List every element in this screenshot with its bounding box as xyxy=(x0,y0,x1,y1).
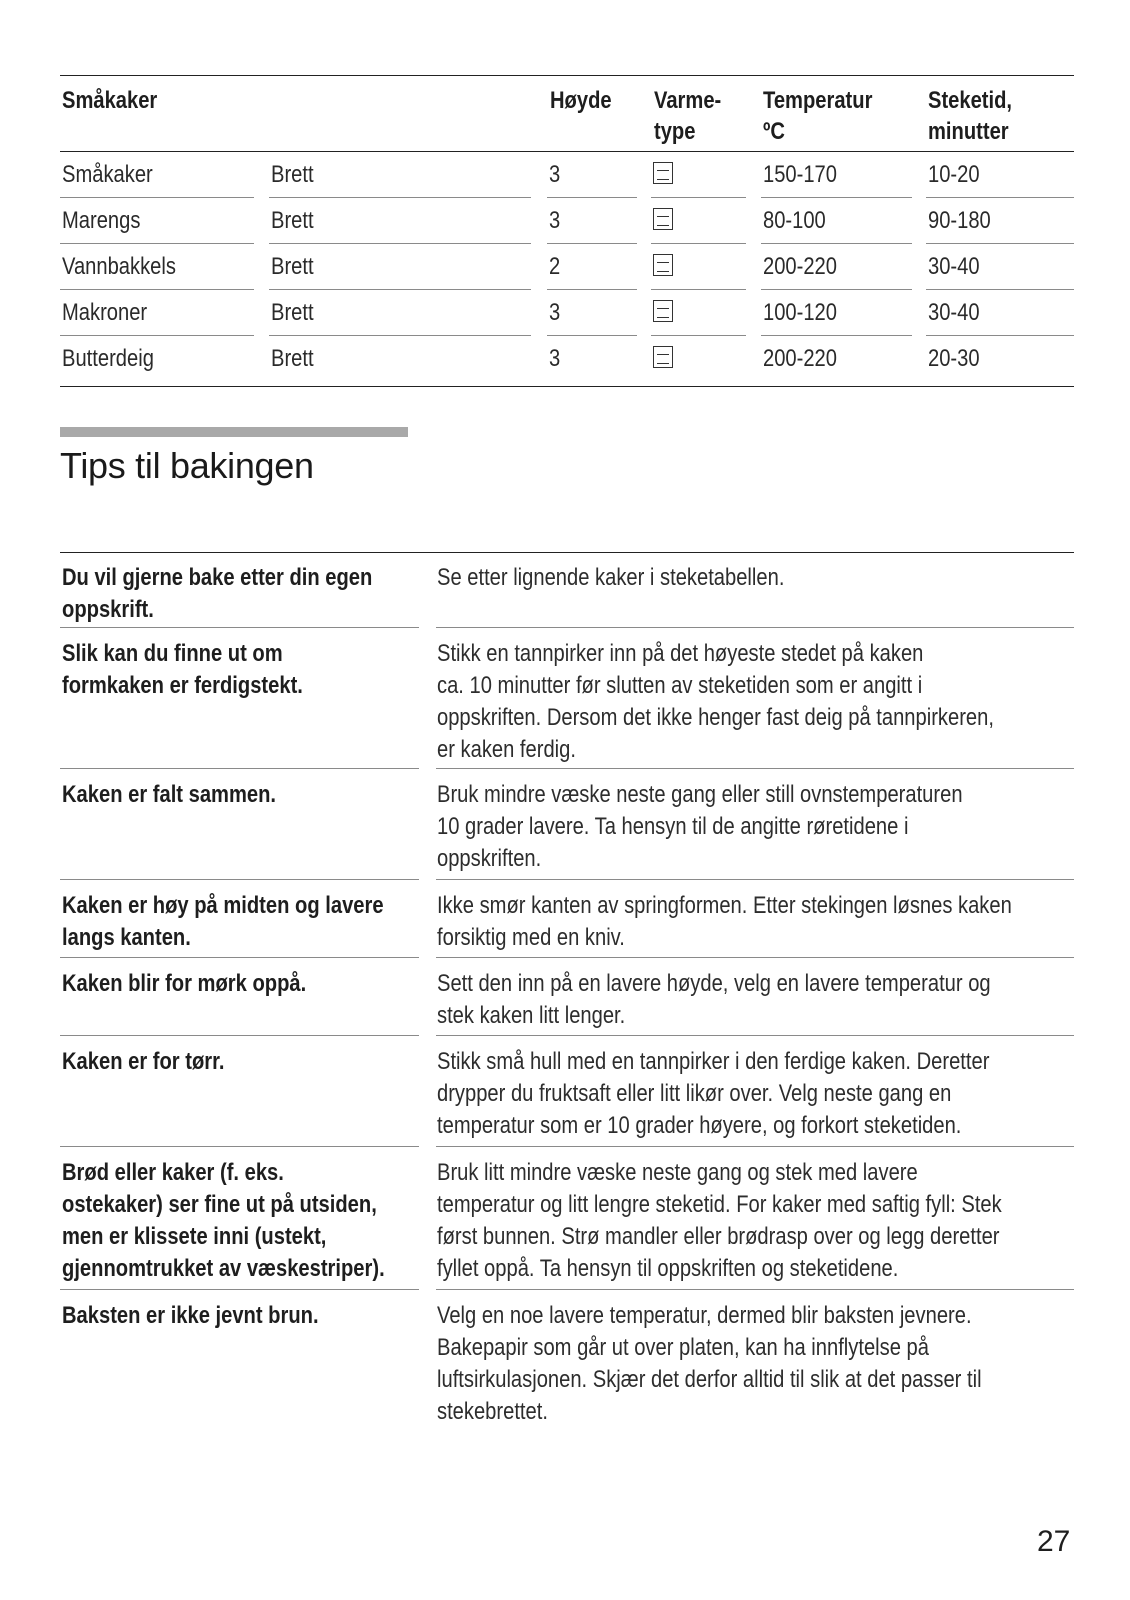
tip-answer: Bruk mindre væske neste gang eller still ovnstemperaturen 10 grader lavere. Ta hensyn til de angitte røretidene i oppskriften. xyxy=(437,781,963,872)
cell-tray: Brett xyxy=(271,345,314,372)
tip-divider xyxy=(60,879,419,880)
cell-temp: 80-100 xyxy=(763,207,826,234)
tip-answer: Bruk litt mindre væske neste gang og stek med lavere temperatur og litt lengre steketid. For kaker med saftig fyll: Stek først bunnen. Strø mandler eller brødrasp over og legg deretter fyllet oppå. Ta hensyn til oppskriften og steketidene. xyxy=(437,1159,1002,1282)
tip-question: Baksten er ikke jevnt brun. xyxy=(62,1302,319,1329)
tip-question: Kaken er høy på midten og lavere langs kanten. xyxy=(62,892,384,951)
table-top-rule xyxy=(60,75,1074,76)
table-row xyxy=(60,152,1074,198)
tip-divider xyxy=(60,1289,419,1290)
table-row xyxy=(60,290,1074,336)
cell-tray: Brett xyxy=(271,253,314,280)
tip-question: Brød eller kaker (f. eks. ostekaker) ser fine ut på utsiden, men er klissete inni (ustekt, gjennomtrukket av væskestriper). xyxy=(62,1159,385,1282)
tip-divider xyxy=(436,1146,1074,1147)
cell-time: 90-180 xyxy=(928,207,991,234)
header-temperatur: Temperatur ºC xyxy=(763,87,873,145)
top-bottom-heat-icon xyxy=(653,300,673,322)
tip-divider xyxy=(60,1146,419,1147)
cell-temp: 150-170 xyxy=(763,161,837,188)
tip-question: Kaken blir for mørk oppå. xyxy=(62,970,307,997)
tip-answer: Stikk en tannpirker inn på det høyeste stedet på kaken ca. 10 minutter før slutten av steketiden som er angitt i oppskriften. Dersom det ikke henger fast deig på tannpirkeren, er kaken ferdig. xyxy=(437,640,994,763)
tips-top-rule xyxy=(60,552,1074,553)
tip-divider xyxy=(60,957,419,958)
table-row xyxy=(60,244,1074,290)
header-steketid: Steketid, minutter xyxy=(928,87,1013,145)
cell-name: Vannbakkels xyxy=(62,253,176,280)
cell-tray: Brett xyxy=(271,161,314,188)
table-bottom-rule xyxy=(60,386,1074,387)
table-row xyxy=(60,198,1074,244)
tip-question: Kaken er for tørr. xyxy=(62,1048,225,1075)
cell-tray: Brett xyxy=(271,299,314,326)
cell-level: 2 xyxy=(549,253,561,280)
cell-name: Makroner xyxy=(62,299,148,326)
cell-temp: 200-220 xyxy=(763,253,837,280)
tip-divider xyxy=(436,879,1074,880)
cell-time: 30-40 xyxy=(928,299,980,326)
cell-time: 10-20 xyxy=(928,161,980,188)
cell-level: 3 xyxy=(549,161,561,188)
header-varmetype: Varme- type xyxy=(654,87,722,145)
cell-time: 20-30 xyxy=(928,345,980,372)
tip-divider xyxy=(60,768,419,769)
cell-level: 3 xyxy=(549,345,561,372)
cell-tray: Brett xyxy=(271,207,314,234)
cell-level: 3 xyxy=(549,299,561,326)
section-title: Tips til bakingen xyxy=(60,445,314,486)
cell-name: Butterdeig xyxy=(62,345,154,372)
page-number: 27 xyxy=(1037,1525,1071,1558)
tip-divider xyxy=(436,627,1074,628)
cell-temp: 100-120 xyxy=(763,299,837,326)
tip-divider xyxy=(436,768,1074,769)
cell-name: Småkaker xyxy=(62,161,153,188)
cell-name: Marengs xyxy=(62,207,141,234)
tip-answer: Ikke smør kanten av springformen. Etter stekingen løsnes kaken forsiktig med en kniv. xyxy=(437,892,1012,951)
tip-question: Slik kan du finne ut om formkaken er ferdigstekt. xyxy=(62,640,303,699)
cell-temp: 200-220 xyxy=(763,345,837,372)
section-accent-bar xyxy=(60,427,408,437)
top-bottom-heat-icon xyxy=(653,254,673,276)
tip-question: Du vil gjerne bake etter din egen oppskrift. xyxy=(62,564,373,623)
tip-question: Kaken er falt sammen. xyxy=(62,781,277,808)
tip-divider xyxy=(436,1035,1074,1036)
tip-divider xyxy=(436,1289,1074,1290)
tip-answer: Sett den inn på en lavere høyde, velg en lavere temperatur og stek kaken litt lenger. xyxy=(437,970,991,1029)
table-row xyxy=(60,336,1074,382)
tip-divider xyxy=(60,1035,419,1036)
cell-time: 30-40 xyxy=(928,253,980,280)
header-hoyde: Høyde xyxy=(550,87,612,114)
tip-divider xyxy=(436,957,1074,958)
cell-level: 3 xyxy=(549,207,561,234)
header-smakaker: Småkaker xyxy=(62,87,158,114)
tip-divider xyxy=(60,627,419,628)
tip-answer: Velg en noe lavere temperatur, dermed blir baksten jevnere. Bakepapir som går ut over platen, kan ha innflytelse på luftsirkulasjonen. Skjær det derfor alltid til slik at det passer til stekebrettet. xyxy=(437,1302,982,1425)
tip-answer: Stikk små hull med en tannpirker i den ferdige kaken. Deretter drypper du fruktsaft eller litt likør over. Velg neste gang en temperatur som er 10 grader høyere, og forkort steketiden. xyxy=(437,1048,990,1139)
top-bottom-heat-icon xyxy=(653,162,673,184)
top-bottom-heat-icon xyxy=(653,208,673,230)
tip-answer: Se etter lignende kaker i steketabellen. xyxy=(437,564,785,591)
top-bottom-heat-icon xyxy=(653,346,673,368)
